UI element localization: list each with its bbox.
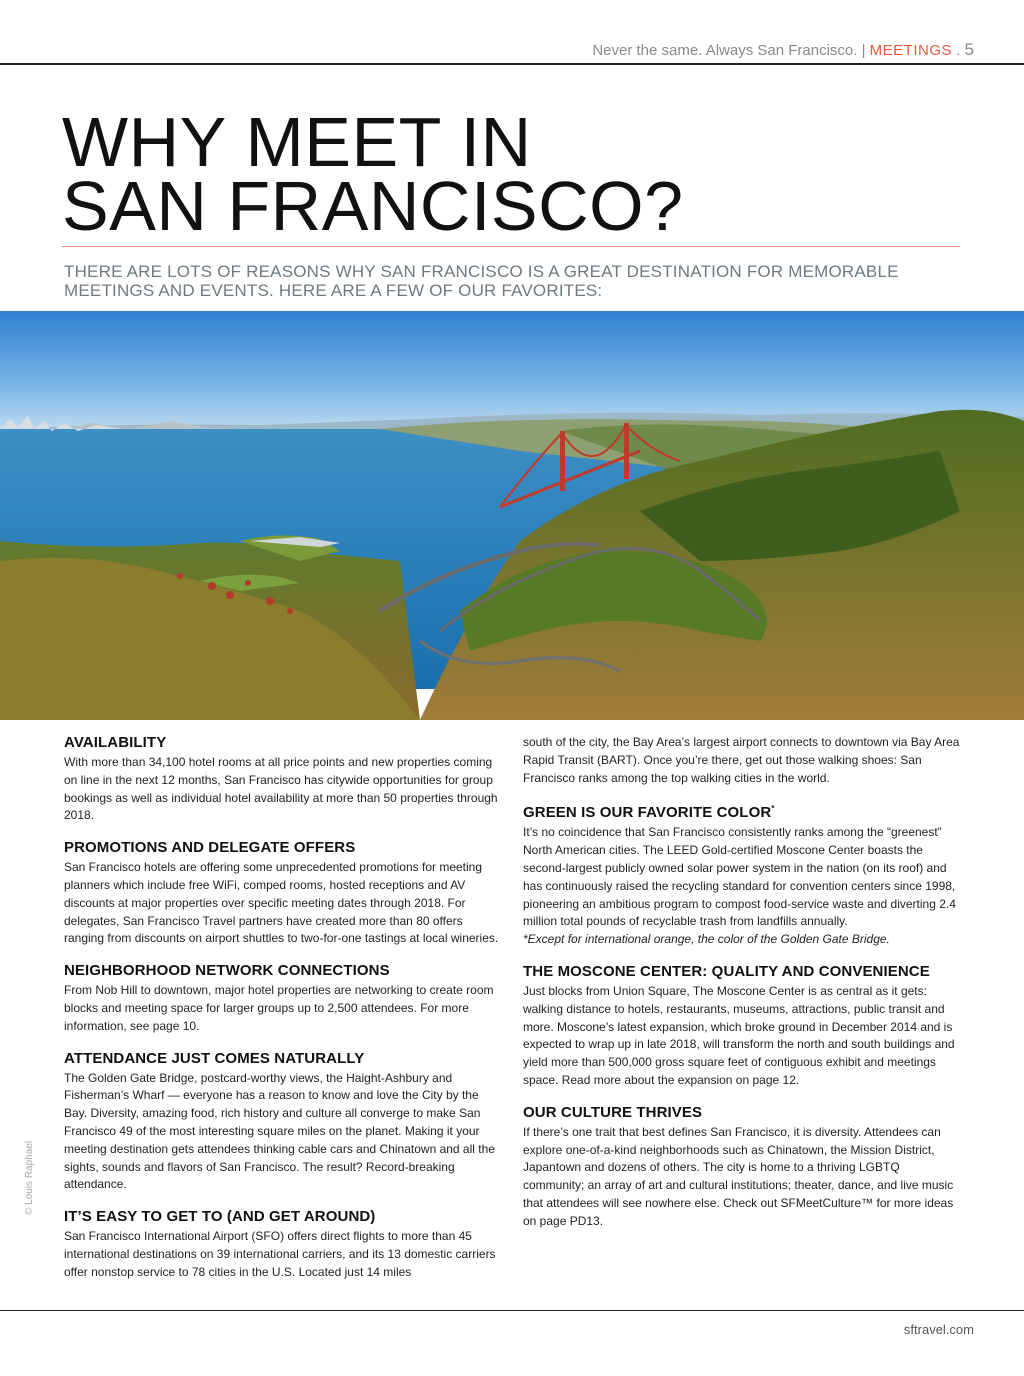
header-tagline: Never the same. Always San Francisco. | — [592, 42, 870, 59]
header-rule — [0, 63, 1024, 65]
page-header — [0, 36, 1024, 66]
section-moscone — [523, 963, 963, 1090]
section-body: It’s no coincidence that San Francisco consistently ranks among the “greenest” North American cities. The LEED Gold-certified Moscone Center boasts the second-largest publicly owned solar power system in the nation (on its roof) and has continuously raised the recycling standard for convention centers since 1998, pioneering an ambitious program to compost food-service waste and diverting 2.4 million total pounds of recyclable trash from landfills annually. — [523, 825, 956, 929]
footer-website: sftravel.com — [903, 1322, 974, 1337]
section-body: With more than 34,100 hotel rooms at all price points and new properties coming on line in the next 12 months, San Francisco has citywide opportunities for group bookings as well as individual hotel availability at more than 50 properties through 2018. — [64, 755, 498, 823]
section-body: If there’s one trait that best defines San Francisco, it is diversity. Attendees can explore one-of-a-kind neighborhoods such as Chinatown, the Mission District, Japantown and dozens of others. The city is home to a thriving LGBTQ community; an array of art and cultural institutions; theater, dance, and live music that attendees will see nowhere else. Check out SFMeetCulture™ for more ideas on page PD13. — [523, 1124, 954, 1228]
section-body: San Francisco International Airport (SFO) offers direct flights to more than 45 international destinations on 39 international carriers, and its 13 domestic carriers offer nonstop service to 78 cities in the U.S. Located just 14 miles — [64, 1229, 496, 1279]
footnote: *Except for international orange, the color of the Golden Gate Bridge. — [523, 932, 890, 947]
footnote-mark: * — [771, 804, 775, 814]
section-body-continued: south of the city, the Bay Area’s largest airport connects to downtown via Bay Area Rapid Transit (BART). Once you’re there, get out those walking shoes: San Francisco ranks among the top walking cities in the world. — [523, 735, 960, 785]
section-body: San Francisco hotels are offering some unprecedented promotions for meeting planners which include free WiFi, comped rooms, hosted receptions and AV discounts at major properties over specific meeting dates through 2018. For delegates, San Francisco Travel partners have created more than 80 offers ranging from discounts on airport shuttles to two-for-one tastings at local wineries. — [64, 860, 499, 946]
footer-rule — [0, 1310, 1024, 1311]
section-heading: AVAILABILITY — [64, 734, 167, 751]
hero-photo — [0, 311, 1024, 720]
section-heading — [523, 804, 963, 822]
page-number: 5 — [964, 40, 974, 59]
section-getting-around-continued — [523, 734, 963, 787]
golden-gate-landscape-image — [0, 311, 1024, 720]
header-section: MEETINGS — [869, 42, 953, 59]
section-body: From Nob Hill to downtown, major hotel properties are networking to create room blocks and meeting space for larger groups up to 2,500 attendees. For more information, see page 10. — [64, 983, 494, 1033]
page-title — [62, 103, 684, 245]
section-heading: THE MOSCONE CENTER: QUALITY AND CONVENIENCE — [523, 962, 930, 980]
section-culture — [523, 1104, 963, 1231]
section-green — [523, 804, 963, 949]
left-column — [64, 734, 504, 1296]
section-body: The Golden Gate Bridge, postcard-worthy views, the Haight-Ashbury and Fisherman’s Wharf — everyone has a reason to know and love the City by the Bay. Diversity, amazing food, rich history and culture all converge to make San Francisco 49 of the most interesting square miles on the planet. Making it your meeting destination gets attendees thinking cable cars and Chinatown and all the sights, sounds and flavors of San Francisco. The result? Record-breaking attendance. — [64, 1070, 495, 1192]
section-heading: OUR CULTURE THRIVES — [523, 1103, 703, 1121]
section-heading: PROMOTIONS AND DELEGATE OFFERS — [64, 839, 356, 857]
subtitle: THERE ARE LOTS OF REASONS WHY SAN FRANCISCO IS A GREAT DESTINATION FOR MEMORABLE MEETINGS AND EVENTS. HERE ARE A FEW OF OUR FAVORITES: — [64, 262, 899, 300]
section-availability — [64, 734, 504, 825]
title-line-1: WHY MEET IN — [62, 103, 532, 181]
right-column — [523, 734, 963, 1245]
header-text — [592, 40, 974, 60]
section-heading: NEIGHBORHOOD NETWORK CONNECTIONS — [64, 962, 390, 980]
title-line-2: SAN FRANCISCO? — [62, 167, 684, 245]
section-attendance — [64, 1050, 504, 1195]
section-body: Just blocks from Union Square, The Moscone Center is as central as it gets: walking distance to hotels, restaurants, museums, attractions, public transit and more. Moscone’s latest expansion, which broke ground in December 2014 and is expected to wrap up in late 2018, will transform the north and south buildings and yield more than 500,000 gross square feet of contiguous exhibit and meetings space. Read more about the expansion on page 12. — [523, 983, 955, 1087]
header-separator: . — [952, 42, 965, 59]
title-rule — [62, 246, 960, 247]
section-promotions — [64, 839, 504, 948]
section-getting-around — [64, 1208, 504, 1281]
section-heading: IT’S EASY TO GET TO (AND GET AROUND) — [64, 1208, 376, 1226]
section-neighborhood — [64, 962, 504, 1035]
section-heading-text: GREEN IS OUR FAVORITE COLOR — [523, 804, 772, 822]
section-heading: ATTENDANCE JUST COMES NATURALLY — [64, 1049, 365, 1067]
photo-credit: © Louis Raphael — [24, 1140, 35, 1215]
